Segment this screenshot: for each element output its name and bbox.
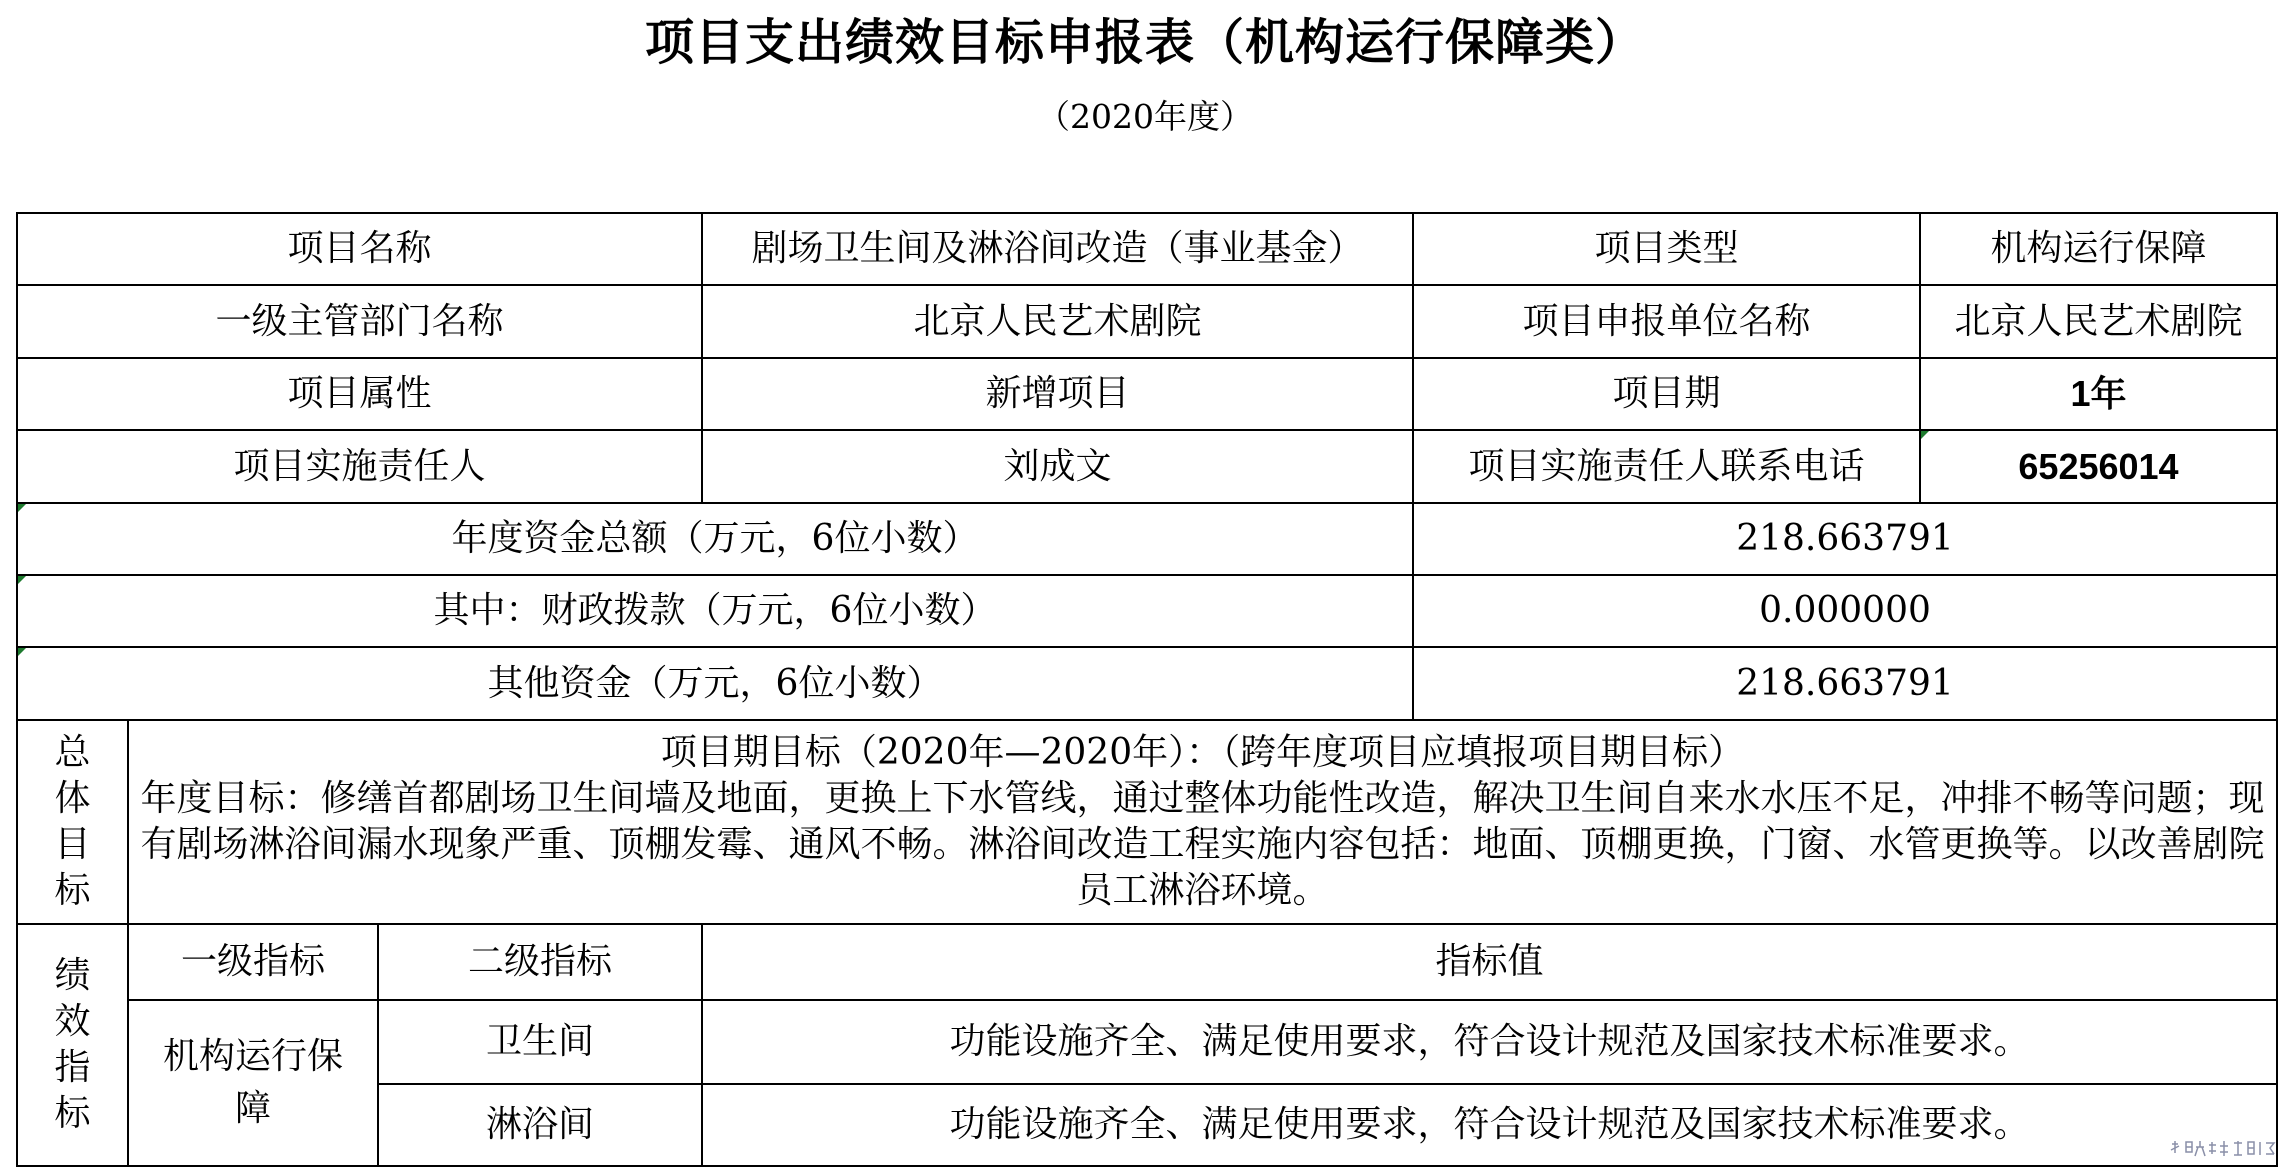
goal-label-char: 体 bbox=[54, 778, 91, 819]
project-period-goal: 项目期目标（2020年—2020年）：（跨年度项目应填报项目期目标） bbox=[660, 732, 1745, 773]
page-title: 项目支出绩效目标申报表（机构运行保障类） bbox=[644, 14, 1645, 71]
page-subtitle: （2020年度） bbox=[1037, 97, 1253, 136]
period-label: 项目期 bbox=[1413, 358, 1920, 430]
row-department bbox=[17, 285, 2277, 358]
total-funds-value: 218.663791 bbox=[1413, 503, 2277, 575]
header-indicator-value: 指标值 bbox=[702, 924, 2277, 1000]
indicator-value: 功能设施齐全、满足使用要求，符合设计规范及国家技术标准要求。 bbox=[702, 1084, 2277, 1166]
row-attribute bbox=[17, 358, 2277, 430]
fiscal-funds-label: 其中：财政拨款（万元，6位小数） bbox=[17, 575, 1413, 647]
indicator-label-char: 标 bbox=[54, 1093, 91, 1134]
project-name-label: 项目名称 bbox=[17, 213, 702, 285]
unit-label: 项目申报单位名称 bbox=[1413, 285, 1920, 358]
period-value: 1年 bbox=[1920, 358, 2277, 430]
table-row bbox=[17, 1000, 2277, 1084]
row-other-funds bbox=[17, 647, 2277, 720]
row-indicator-header bbox=[17, 924, 2277, 1000]
watermark-stamp bbox=[2168, 1138, 2278, 1160]
dept-label: 一级主管部门名称 bbox=[17, 285, 702, 358]
performance-goal-form bbox=[16, 212, 2278, 1167]
attr-value: 新增项目 bbox=[702, 358, 1413, 430]
level2-indicator: 卫生间 bbox=[378, 1000, 702, 1084]
dept-value: 北京人民艺术剧院 bbox=[702, 285, 1413, 358]
row-overall-goal bbox=[17, 720, 2277, 924]
unit-value: 北京人民艺术剧院 bbox=[1920, 285, 2277, 358]
level1-indicator: 机构运行保障 bbox=[128, 1000, 378, 1166]
goal-label-char: 总 bbox=[54, 732, 91, 773]
project-type-value: 机构运行保障 bbox=[1920, 213, 2277, 285]
project-name-value: 剧场卫生间及淋浴间改造（事业基金） bbox=[702, 213, 1413, 285]
annual-goal: 年度目标：修缮首都剧场卫生间墙及地面，更换上下水管线，通过整体功能性改造，解决卫生间自来水水压不足，冲排不畅等问题；现有剧场淋浴间漏水现象严重、顶棚发霉、通风不畅。淋浴间改造工程实施内容包括：地面、顶棚更换，门窗、水管更换等。以改善剧院员工淋浴环境。 bbox=[140, 778, 2265, 911]
other-funds-value: 218.663791 bbox=[1413, 647, 2277, 720]
project-type-label: 项目类型 bbox=[1413, 213, 1920, 285]
indicator-label-char: 效 bbox=[54, 1001, 91, 1042]
fiscal-funds-value: 0.000000 bbox=[1413, 575, 2277, 647]
row-total-funds bbox=[17, 503, 2277, 575]
attr-label: 项目属性 bbox=[17, 358, 702, 430]
row-responsible-person bbox=[17, 430, 2277, 503]
indicator-label-char: 绩 bbox=[54, 955, 91, 996]
performance-indicator-label bbox=[17, 924, 128, 1166]
person-label: 项目实施责任人 bbox=[17, 430, 702, 503]
other-funds-label: 其他资金（万元，6位小数） bbox=[17, 647, 1413, 720]
indicator-value: 功能设施齐全、满足使用要求，符合设计规范及国家技术标准要求。 bbox=[702, 1000, 2277, 1084]
goal-label-char: 目 bbox=[54, 824, 91, 865]
person-value: 刘成文 bbox=[702, 430, 1413, 503]
row-fiscal-funds bbox=[17, 575, 2277, 647]
level2-indicator: 淋浴间 bbox=[378, 1084, 702, 1166]
total-funds-label: 年度资金总额（万元，6位小数） bbox=[17, 503, 1413, 575]
phone-label: 项目实施责任人联系电话 bbox=[1413, 430, 1920, 503]
header-level1: 一级指标 bbox=[128, 924, 378, 1000]
row-project-name bbox=[17, 213, 2277, 285]
overall-goal-text bbox=[128, 720, 2277, 924]
overall-goal-label bbox=[17, 720, 128, 924]
goal-label-char: 标 bbox=[54, 870, 91, 911]
indicator-label-char: 指 bbox=[54, 1047, 91, 1088]
header-level2: 二级指标 bbox=[378, 924, 702, 1000]
phone-value: 65256014 bbox=[1920, 430, 2277, 503]
